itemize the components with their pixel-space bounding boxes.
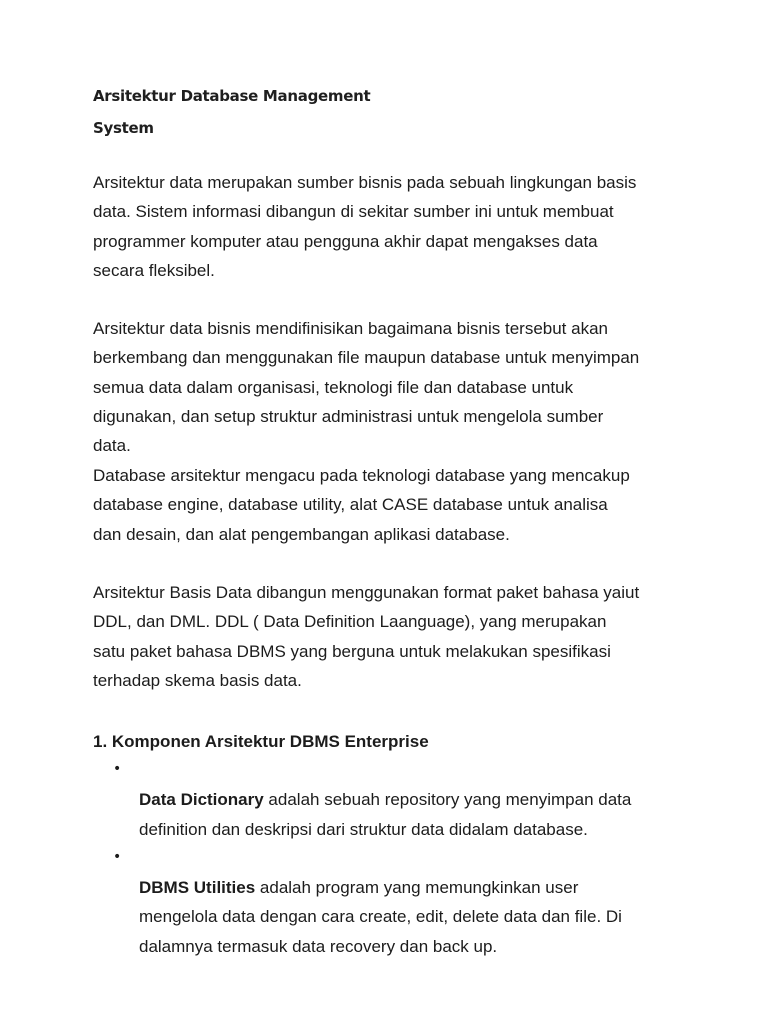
paragraph-arsitektur-basis-data: Arsitektur Basis Data dibangun menggunakan format paket bahasa yaiut DDL, dan DML. DDL ( Data Definition Laanguage), yang merupakan satu paket bahasa DBMS yang berguna untuk melakukan spesifikasi terhadap skema basis data. <box>93 583 640 690</box>
list-item-dbms-utilities <box>93 844 693 961</box>
document-title-line-2: System <box>93 119 154 137</box>
paragraph-arsitektur-data-bisnis: Arsitektur data bisnis mendifinisikan bagaimana bisnis tersebut akan berkembang dan menggunakan file maupun database untuk menyimpan semua data dalam organisasi, teknologi file dan database untuk digunakan, dan setup struktur administrasi untuk mengelola sumber data. <box>93 319 640 456</box>
document-title-line-1: Arsitektur Database Management <box>93 87 371 105</box>
description-dbms-utilities: adalah program yang memungkinkan user mengelola data dengan cara create, edit, delete data dan file. Di dalamnya termasuk data recovery dan back up. <box>139 878 622 956</box>
term-data-dictionary: Data Dictionary <box>139 790 264 810</box>
term-dbms-utilities: DBMS Utilities <box>139 878 256 898</box>
paragraph-arsitektur-data: Arsitektur data merupakan sumber bisnis pada sebuah lingkungan basis data. Sistem informasi dibangun di sekitar sumber ini untuk membuat programmer komputer atau pengguna akhir dapat mengakses data secara fleksibel. <box>93 173 637 280</box>
component-list <box>93 756 693 961</box>
paragraph-database-arsitektur: Database arsitektur mengacu pada teknologi database yang mencakup database engine, database utility, alat CASE database untuk analisa dan desain, dan alat pengembangan aplikasi database. <box>93 466 630 544</box>
bullet-icon: • <box>113 761 122 777</box>
list-item-data-dictionary <box>93 756 693 844</box>
bullet-icon: • <box>113 848 122 865</box>
section-heading-komponen: 1. Komponen Arsitektur DBMS Enterprise <box>93 732 429 751</box>
description-data-dictionary: adalah sebuah repository yang menyimpan data definition dan deskripsi dari struktur data didalam database. <box>139 790 632 839</box>
